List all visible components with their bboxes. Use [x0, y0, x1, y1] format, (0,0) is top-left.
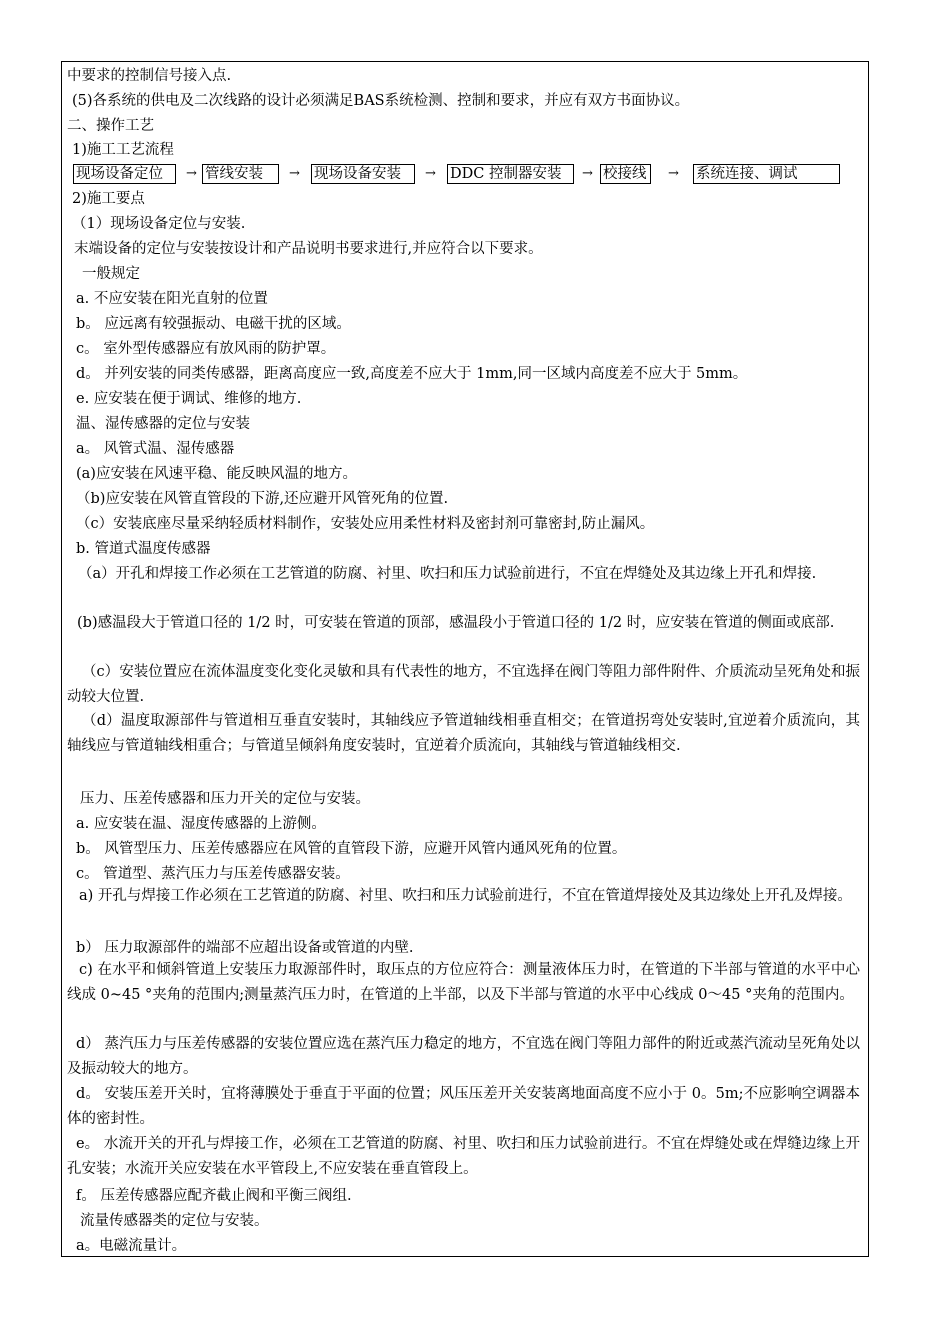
process-flow: [0, 164, 950, 188]
flow-step: 校接线: [600, 164, 651, 184]
text-paragraph: a) 开孔与焊接工作必须在工艺管道的防腐、衬里、吹扫和压力试验前进行，不宜在管道焊接处及其边缘处上开孔及焊接。: [79, 888, 852, 904]
flow-step: 现场设备定位: [73, 164, 176, 184]
text-line: 温、湿传感器的定位与安装: [76, 416, 250, 432]
flow-arrow: →: [289, 166, 300, 181]
text-line: d。 并列安装的同类传感器，距离高度应一致,高度差不应大于 1mm,同一区域内高度差不应大于 5mm。: [76, 366, 748, 382]
text-line: 压力、压差传感器和压力开关的定位与安装。: [80, 791, 370, 807]
text-line: b。 应远离有较强振动、电磁干扰的区域。: [76, 316, 351, 332]
text-line: b. 管道式温度传感器: [76, 541, 211, 557]
text-line: c。 管道型、蒸汽压力与压差传感器安装。: [76, 866, 350, 882]
text-line: a. 不应安装在阳光直射的位置: [76, 291, 268, 307]
text-line: c。 室外型传感器应有放风雨的防护罩。: [76, 341, 336, 357]
flow-arrow: →: [186, 166, 197, 181]
text-paragraph: d） 蒸汽压力与压差传感器的安装位置应选在蒸汽压力稳定的地方，不宜选在阀门等阻力部件的附近或蒸汽流动呈死角处以及振动较大的地方。: [67, 1036, 860, 1077]
text-line: （1）现场设备定位与安装.: [72, 216, 246, 232]
text-line: (5)各系统的供电及二次线路的设计必须满足BAS系统检测、控制和要求，并应有双方书面协议。: [72, 93, 690, 109]
flow-arrow: →: [582, 166, 593, 181]
text-paragraph: c) 在水平和倾斜管道上安装压力取源部件时，取压点的方位应符合：测量液体压力时，在管道的下半部与管道的水平中心线成 0~45 °夹角的范围内;测量蒸汽压力时，在管道的上半部，以及下半部与管道的水平中心线成 0～45 °夹角的范围内。: [67, 962, 860, 1003]
subheading: 1)施工工艺流程: [72, 142, 174, 158]
text-line: （c）安装底座尽量采纳轻质材料制作，安装处应用柔性材料及密封剂可靠密封,防止漏风。: [76, 516, 655, 532]
text-paragraph: d。 安装压差开关时，宜将薄膜处于垂直于平面的位置；风压压差开关安装离地面高度不应小于 0。5m;不应影响空调器本体的密封性。: [67, 1086, 860, 1127]
text-line: (a)应安装在风速平稳、能反映风温的地方。: [76, 466, 357, 482]
flow-arrow: →: [425, 166, 436, 181]
text-line: 一般规定: [82, 266, 140, 282]
text-paragraph: e。 水流开关的开孔与焊接工作，必须在工艺管道的防腐、衬里、吹扫和压力试验前进行。不宜在焊缝处或在焊缝边缘上开孔安装；水流开关应安装在水平管段上,不应安装在垂直管段上。: [67, 1136, 860, 1177]
flow-step: 现场设备安装: [311, 164, 415, 184]
text-line: e. 应安装在便于调试、维修的地方.: [76, 391, 302, 407]
subheading: 2)施工要点: [72, 191, 145, 207]
text-line: （b)应安装在风管直管段的下游,还应避开风管死角的位置.: [76, 491, 449, 507]
section-heading: 二、操作工艺: [67, 118, 154, 134]
text-line: b） 压力取源部件的端部不应超出设备或管道的内壁.: [76, 940, 414, 956]
text-paragraph: （d）温度取源部件与管道相互垂直安装时，其轴线应予管道轴线相垂直相交；在管道拐弯处安装时,宜逆着介质流向，其轴线应与管道轴线相重合；与管道呈倾斜角度安装时，宜逆着介质流向，其轴线与管道轴线相交.: [67, 713, 860, 754]
text-line: 中要求的控制信号接入点.: [67, 68, 232, 84]
text-line: a。 风管式温、湿传感器: [76, 441, 235, 457]
flow-step: 系统连接、调试: [693, 164, 840, 184]
flow-arrow: →: [668, 166, 679, 181]
flow-step: 管线安装: [202, 164, 279, 184]
flow-step: DDC 控制器安装: [447, 164, 574, 184]
text-line: b。 风管型压力、压差传感器应在风管的直管段下游，应避开风管内通风死角的位置。: [76, 841, 627, 857]
text-paragraph: （c）安装位置应在流体温度变化变化灵敏和具有代表性的地方，不宜选择在阀门等阻力部件附件、介质流动呈死角处和振动较大位置.: [67, 664, 860, 705]
text-paragraph: (b)感温段大于管道口径的 1/2 时，可安装在管道的顶部，感温段小于管道口径的 1/2 时，应安装在管道的侧面或底部.: [77, 615, 835, 631]
text-paragraph: （a）开孔和焊接工作必须在工艺管道的防腐、衬里、吹扫和压力试验前进行，不宜在焊缝处及其边缘上开孔和焊接.: [78, 566, 817, 582]
text-line: 流量传感器类的定位与安装。: [80, 1213, 269, 1229]
text-line: a. 应安装在温、湿度传感器的上游侧。: [76, 816, 326, 832]
text-line: 末端设备的定位与安装按设计和产品说明书要求进行,并应符合以下要求。: [74, 241, 543, 257]
text-line: a。电磁流量计。: [76, 1238, 187, 1254]
text-line: f。 压差传感器应配齐截止阀和平衡三阀组.: [76, 1188, 352, 1204]
